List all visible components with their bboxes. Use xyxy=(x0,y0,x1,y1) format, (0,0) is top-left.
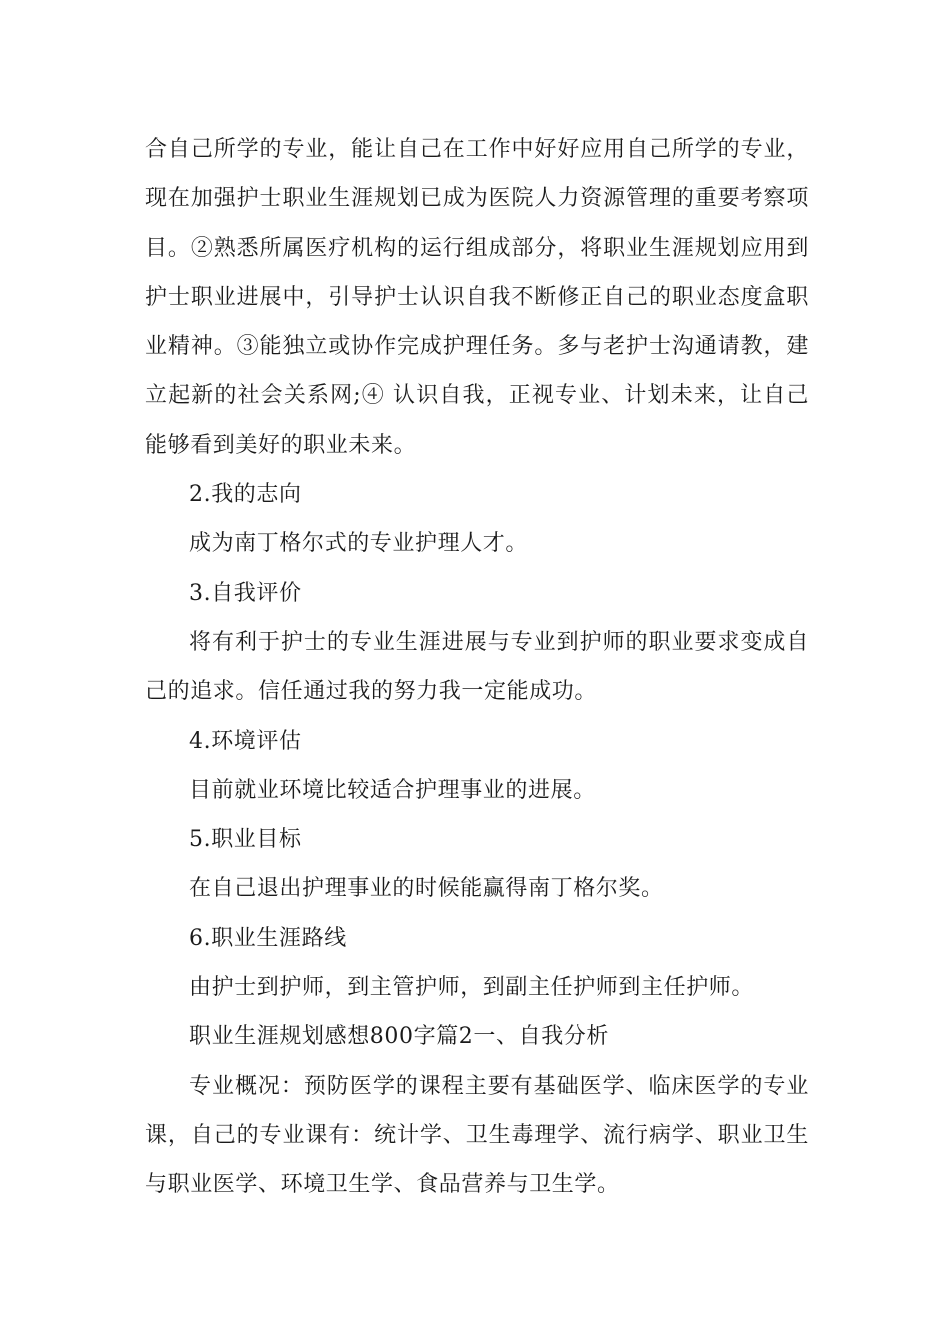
paragraph-career-path: 由护士到护师，到主管护师，到副主任护师到主任护师。 xyxy=(189,975,755,1001)
heading-my-aspiration: 2.我的志向 xyxy=(189,482,302,508)
paragraph-environment-assessment: 目前就业环境比较适合护理事业的进展。 xyxy=(189,777,596,803)
paragraph-career-goal: 在自己退出护理事业的时候能赢得南丁格尔奖。 xyxy=(189,876,664,902)
paragraph-continuation: 合自己所学的专业，能让自己在工作中好好应用自己所学的专业，现在加强护士职业生涯规划已成为医院人力资源管理的重要考察项目。②熟悉所属医疗机构的运行组成部分，将职业生涯规划应用到护士职业进展中，引导护士认识自我不断修正自己的职业态度盒职业精神。③能独立或协作完成护理任务。多与老护士沟通请教，建立起新的社会关系网;④ 认识自我，正视专业、计划未来，让自己能够看到美好的职业未来。 xyxy=(145,137,809,458)
paragraph-aspiration: 成为南丁格尔式的专业护理人才。 xyxy=(189,531,529,557)
paragraph-self-evaluation: 将有利于护士的专业生涯进展与专业到护师的职业要求变成自己的追求。信任通过我的努力我一定能成功。 xyxy=(145,629,809,705)
paragraph-major-overview: 专业概况：预防医学的课程主要有基础医学、临床医学的专业课，自己的专业课有：统计学、卫生毒理学、流行病学、职业卫生与职业医学、环境卫生学、食品营养与卫生学。 xyxy=(145,1073,809,1198)
heading-environment-assessment: 4.环境评估 xyxy=(189,728,302,754)
heading-article-2: 职业生涯规划感想800字篇2一、自我分析 xyxy=(189,1024,609,1050)
heading-career-goal: 5.职业目标 xyxy=(189,827,302,853)
document-page xyxy=(145,125,809,1210)
heading-self-evaluation: 3.自我评价 xyxy=(189,580,302,606)
heading-career-path: 6.职业生涯路线 xyxy=(189,925,347,951)
